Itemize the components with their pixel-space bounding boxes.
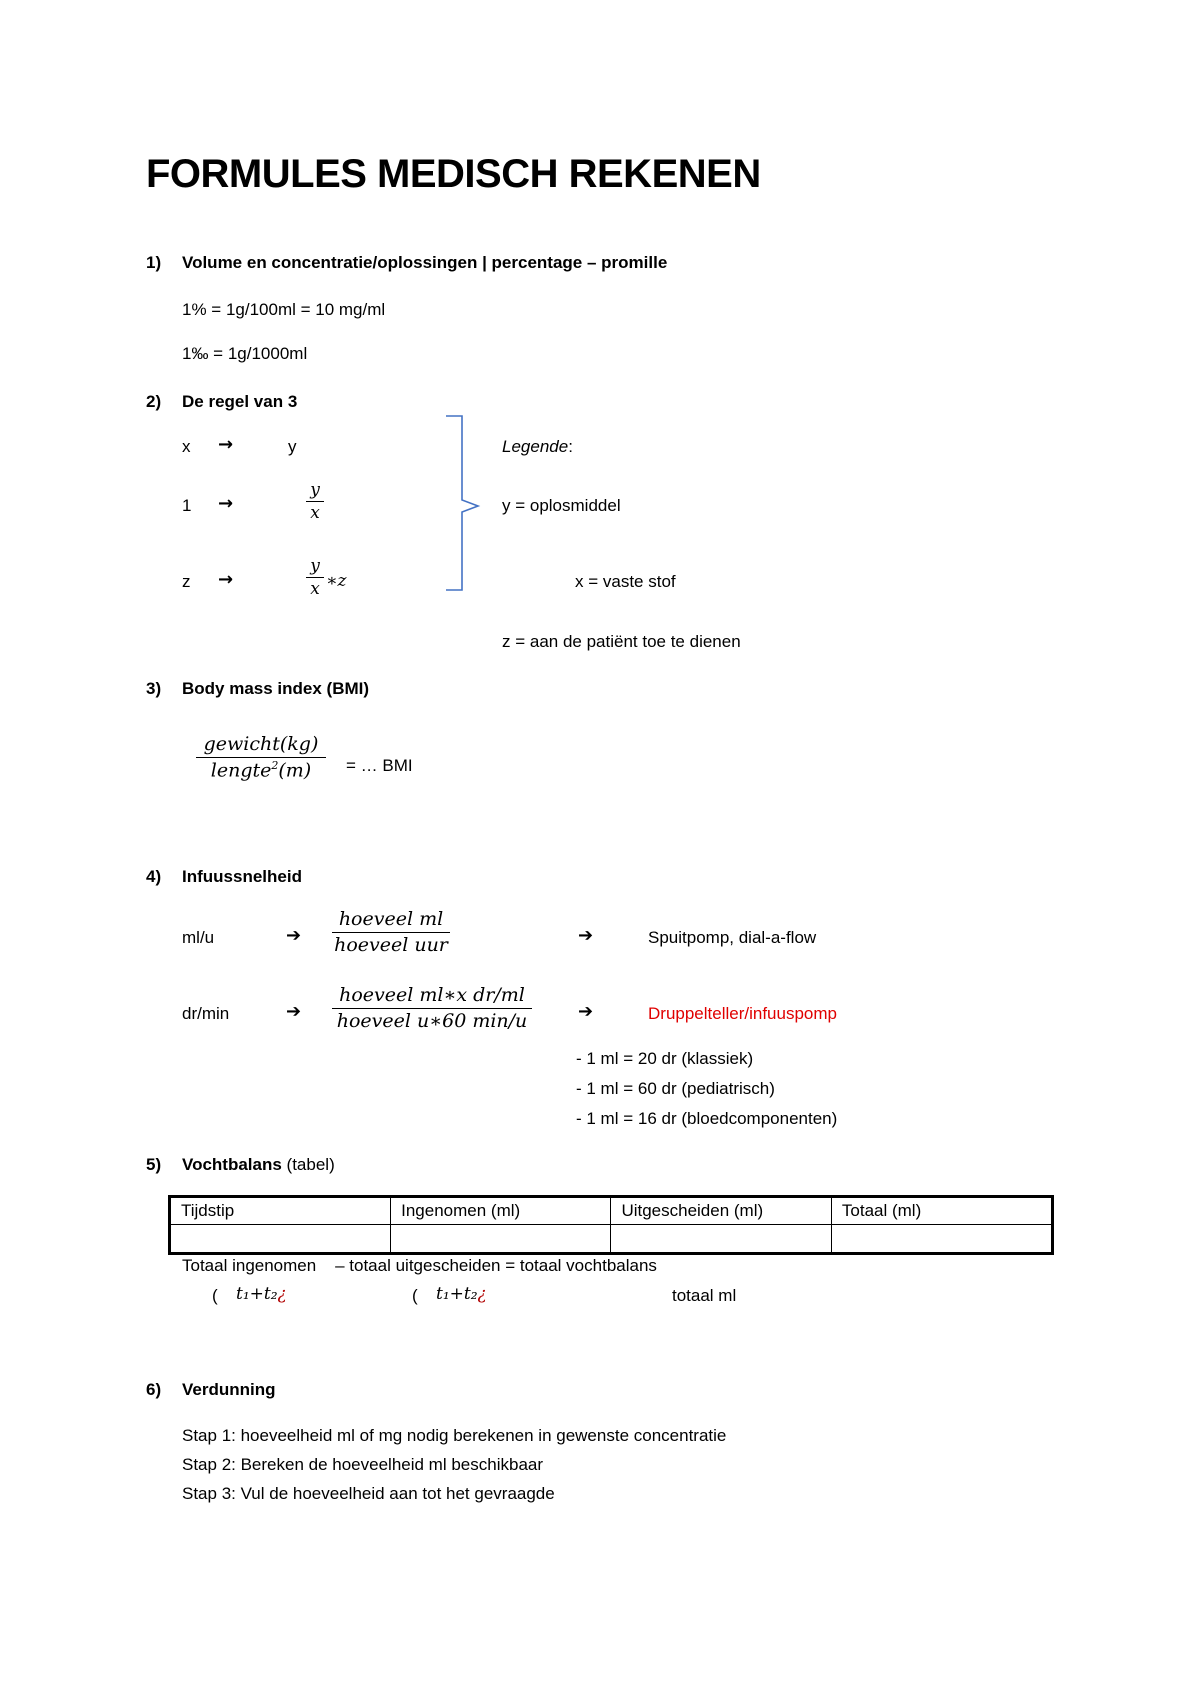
arrow-icon: ➔: [286, 925, 302, 946]
legend-z: z = aan de patiënt toe te dienen: [502, 632, 741, 651]
drops-per-minute-fraction: [332, 984, 532, 1033]
open-paren: (: [212, 1286, 218, 1305]
bmi-result: = … BMI: [346, 756, 413, 775]
fraction-denominator: hoeveel u∗60 min/u: [336, 1009, 528, 1032]
section-1-heading: Volume en concentratie/oplossingen | percentage – promille: [182, 253, 668, 272]
legend-y: y = oplosmiddel: [502, 496, 621, 515]
dilution-step-3: Stap 3: Vul de hoeveelheid aan tot het gevraagde: [182, 1484, 555, 1503]
curly-brace-icon: [444, 414, 484, 592]
drop-factor-blood: - 1 ml = 16 dr (bloedcomponenten): [576, 1109, 838, 1128]
fraction-denominator: x: [310, 503, 320, 524]
section-2-number: 2): [146, 392, 162, 411]
times-z: ∗z: [326, 571, 347, 591]
fraction-bar: [332, 1008, 532, 1009]
total-ml: totaal ml: [672, 1286, 737, 1305]
fraction-denominator: x: [310, 579, 320, 600]
fraction-bar: [196, 757, 326, 758]
output-sum-expr: t₁+t₂¿: [436, 1284, 487, 1304]
intake-sum-expr: t₁+t₂¿: [236, 1284, 287, 1304]
section-4-heading: Infuussnelheid: [182, 867, 302, 886]
fraction-bar: [306, 501, 324, 502]
fraction-y-over-x: [306, 480, 324, 524]
table-cell: [391, 1225, 611, 1254]
section-3-number: 3): [146, 679, 162, 698]
open-paren: (: [412, 1286, 418, 1305]
ml-per-hour-fraction: [332, 908, 450, 957]
fluid-balance-table: [168, 1195, 1054, 1255]
rule-row-1-right: y: [288, 437, 297, 456]
legend-x: x = vaste stof: [575, 572, 676, 591]
table-cell: [170, 1225, 391, 1254]
right-arrow-icon: →: [218, 493, 234, 514]
table-cell: [831, 1225, 1052, 1254]
fraction-y-over-x-times-z: [306, 556, 324, 600]
fraction-bar: [306, 577, 324, 578]
arrow-icon: ➔: [578, 925, 594, 946]
percentage-formula: 1% = 1g/100ml = 10 mg/ml: [182, 300, 386, 319]
table-row: [170, 1225, 1053, 1254]
table-header-row: [170, 1197, 1053, 1225]
fluid-balance-formula: Totaal ingenomen – totaal uitgescheiden = totaal vochtbalans: [182, 1256, 657, 1275]
rule-row-2-left: 1: [182, 496, 192, 515]
bmi-denominator: lengte$^2$(m): [210, 758, 312, 782]
bmi-fraction: [196, 733, 326, 782]
column-header-total: Totaal (ml): [831, 1197, 1052, 1225]
right-arrow-icon: →: [218, 434, 234, 455]
fraction-numerator: y: [310, 480, 320, 500]
right-arrow-icon: →: [218, 569, 234, 590]
page-title: FORMULES MEDISCH REKENEN: [146, 152, 761, 196]
rate-label-drops-per-minute: dr/min: [182, 1004, 230, 1023]
section-4-number: 4): [146, 867, 162, 886]
column-header-intake: Ingenomen (ml): [391, 1197, 611, 1225]
column-header-time: Tijdstip: [170, 1197, 391, 1225]
section-5-number: 5): [146, 1155, 162, 1174]
fraction-numerator: y: [310, 556, 320, 576]
drop-factor-pediatric: - 1 ml = 60 dr (pediatrisch): [576, 1079, 775, 1098]
arrow-icon: ➔: [578, 1001, 594, 1022]
dilution-step-1: Stap 1: hoeveelheid ml of mg nodig berekenen in gewenste concentratie: [182, 1426, 727, 1445]
drop-factor-classic: - 1 ml = 20 dr (klassiek): [576, 1049, 754, 1068]
section-2-heading: De regel van 3: [182, 392, 298, 411]
result-drip-counter: Druppelteller/infuuspomp: [648, 1004, 837, 1023]
fraction-denominator: hoeveel uur: [334, 933, 448, 956]
section-6-heading: Verdunning: [182, 1380, 276, 1399]
dilution-step-2: Stap 2: Bereken de hoeveelheid ml beschikbaar: [182, 1455, 544, 1474]
fraction-bar: [332, 932, 450, 933]
arrow-icon: ➔: [286, 1001, 302, 1022]
bmi-numerator: gewicht(kg): [203, 733, 319, 755]
rule-row-3-left: z: [182, 572, 191, 591]
rule-row-1-left: x: [182, 437, 191, 456]
table-cell: [611, 1225, 831, 1254]
fraction-numerator: hoeveel ml: [338, 908, 444, 930]
rate-label-ml-per-hour: ml/u: [182, 928, 215, 947]
section-1-number: 1): [146, 253, 162, 272]
section-3-heading: Body mass index (BMI): [182, 679, 370, 698]
section-6-number: 6): [146, 1380, 162, 1399]
fraction-numerator: hoeveel ml∗x dr/ml: [339, 984, 525, 1006]
result-syringe-pump: Spuitpomp, dial-a-flow: [648, 928, 817, 947]
column-header-output: Uitgescheiden (ml): [611, 1197, 831, 1225]
legend-title: Legende:: [502, 437, 573, 456]
promille-formula: 1‰ = 1g/1000ml: [182, 344, 308, 363]
section-5-heading: Vochtbalans (tabel): [182, 1155, 335, 1174]
